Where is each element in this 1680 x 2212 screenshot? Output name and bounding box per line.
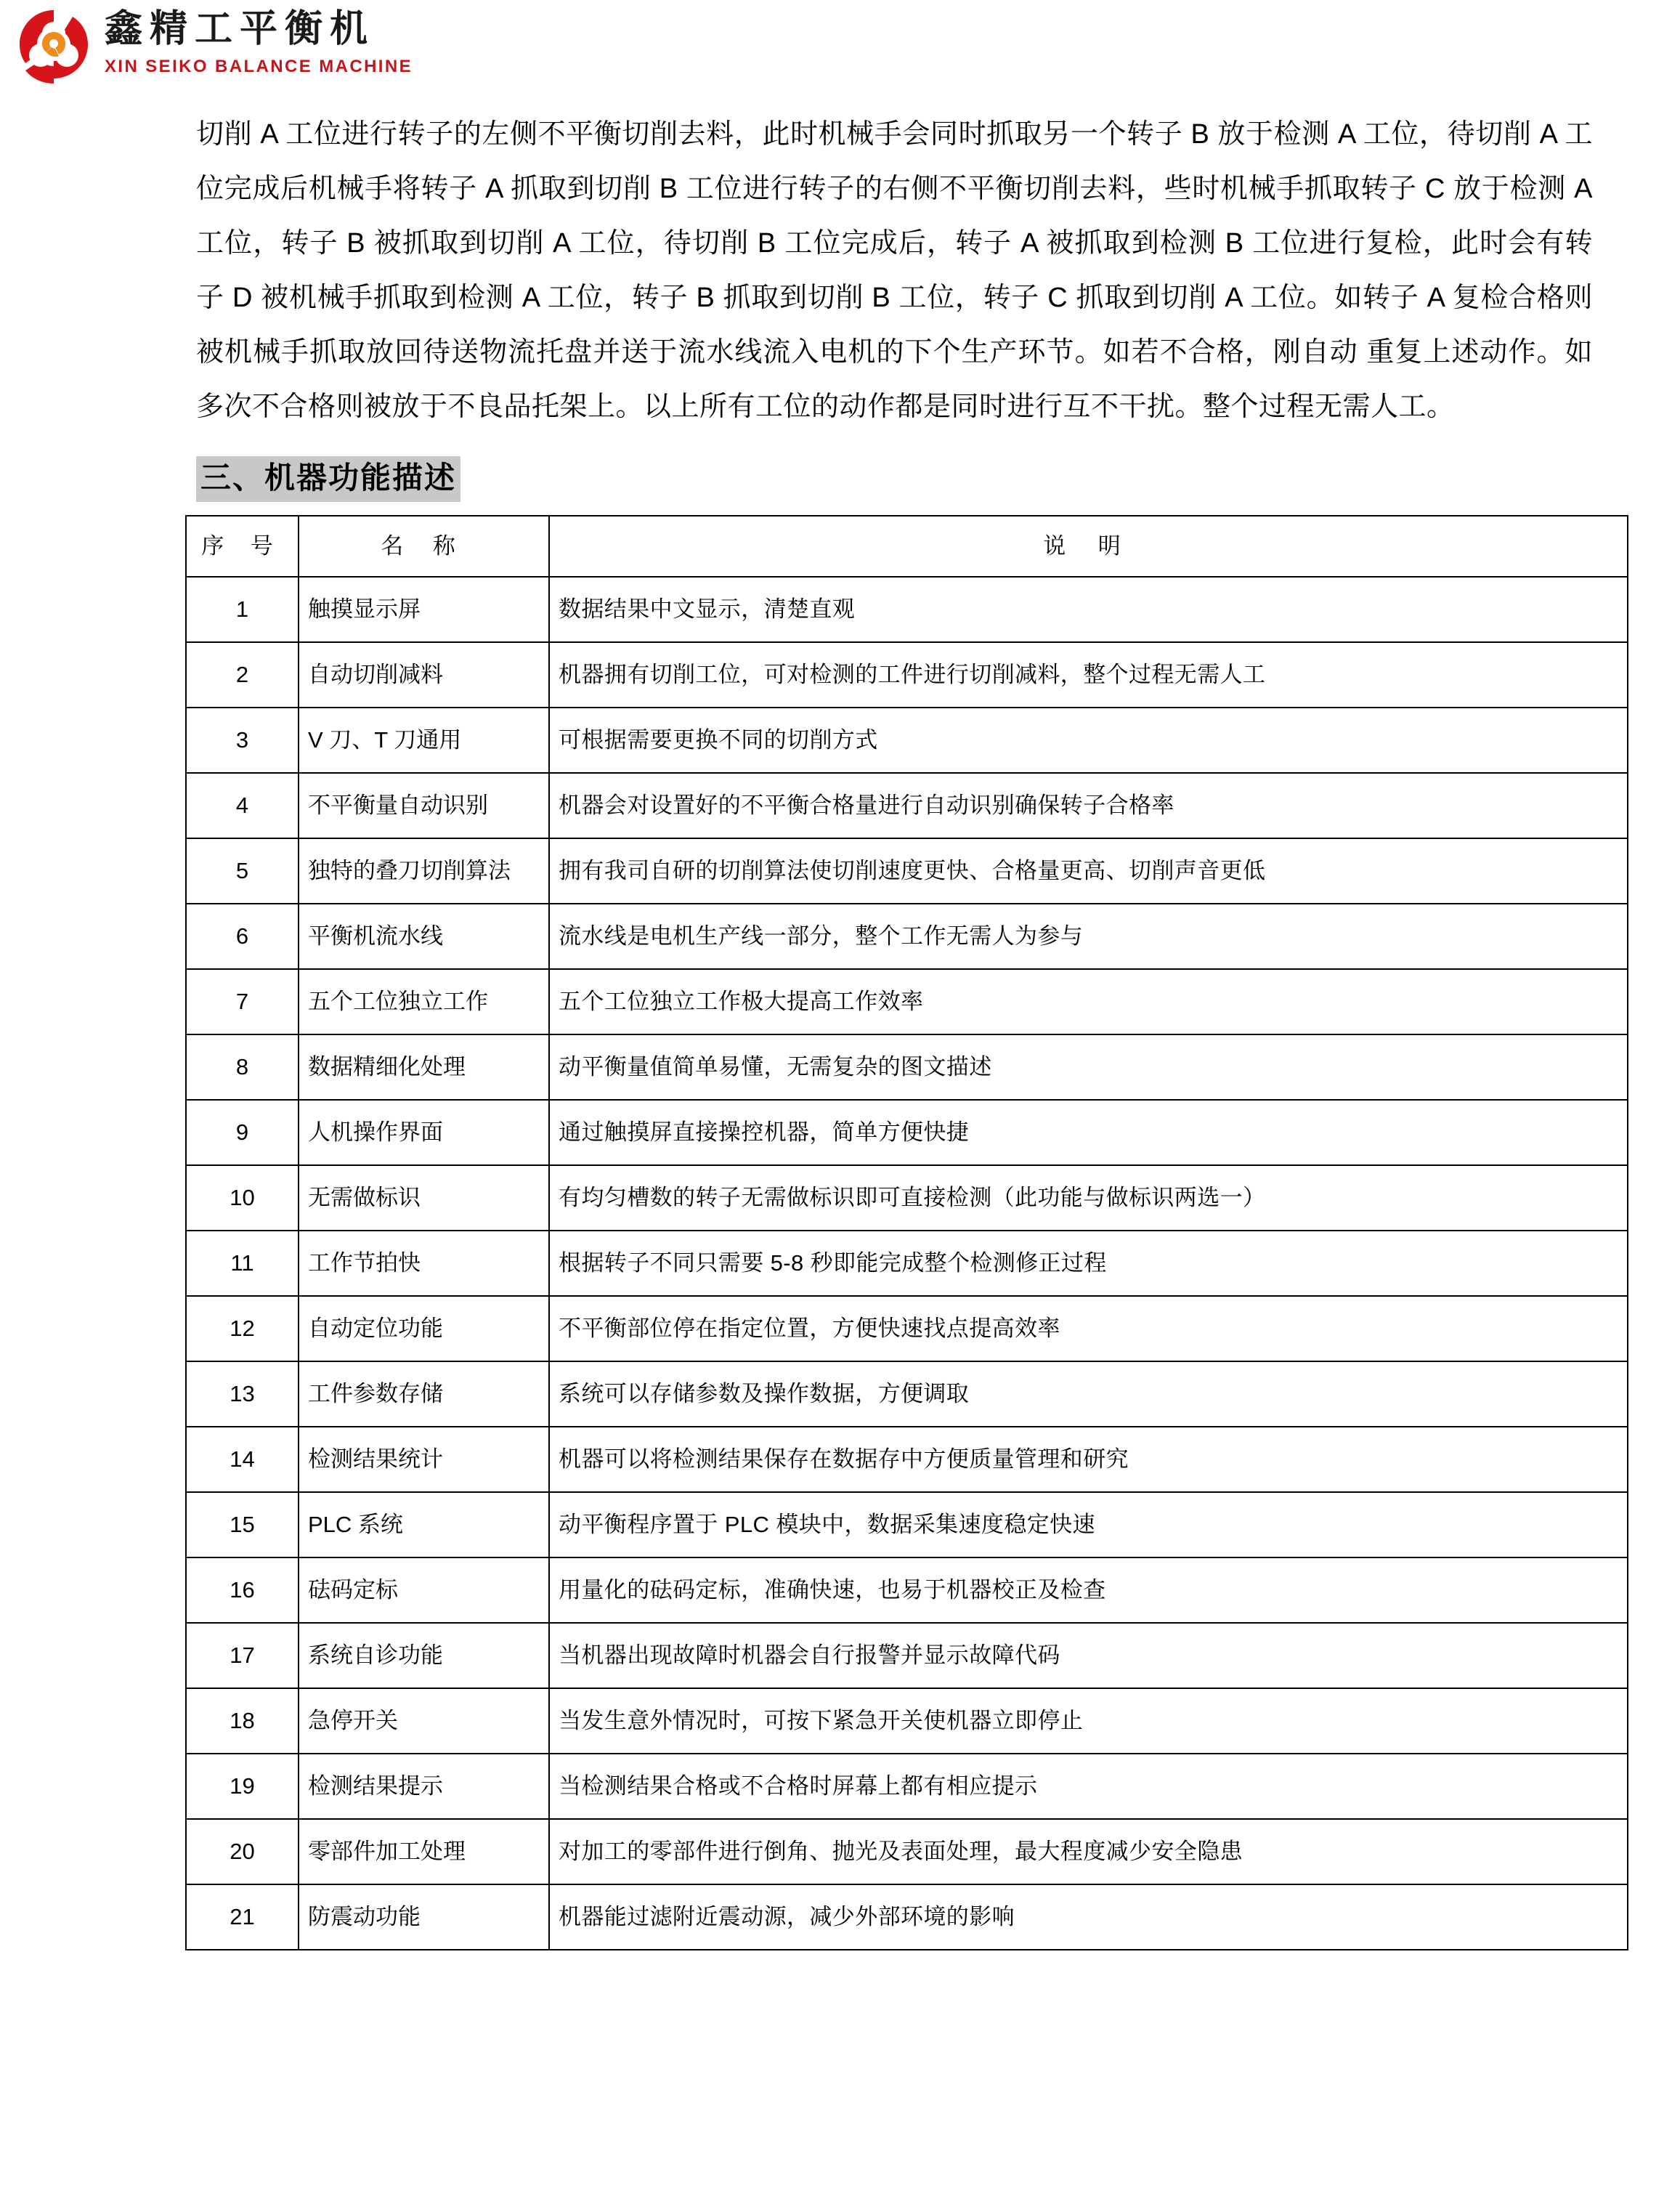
cell-description: 可根据需要更换不同的切削方式 <box>549 708 1628 773</box>
table-row <box>186 1492 1628 1557</box>
table-row <box>186 642 1628 708</box>
cell-description: 不平衡部位停在指定位置，方便快速找点提高效率 <box>549 1296 1628 1361</box>
cell-description: 通过触摸屏直接操控机器，简单方便快捷 <box>549 1100 1628 1165</box>
cell-name: PLC 系统 <box>299 1492 549 1557</box>
cell-description: 拥有我司自研的切削算法使切削速度更快、合格量更高、切削声音更低 <box>549 838 1628 904</box>
cell-name: 平衡机流水线 <box>299 904 549 969</box>
table-row <box>186 773 1628 838</box>
table-row <box>186 1231 1628 1296</box>
cell-name: 触摸显示屏 <box>299 577 549 642</box>
cell-name: 不平衡量自动识别 <box>299 773 549 838</box>
cell-name: 工件参数存储 <box>299 1361 549 1427</box>
table-row <box>186 1034 1628 1100</box>
cell-description: 数据结果中文显示，清楚直观 <box>549 577 1628 642</box>
cell-no: 14 <box>186 1427 299 1492</box>
process-description-paragraph: 切削 A 工位进行转子的左侧不平衡切削去料，此时机械手会同时抓取另一个转子 B 放于检测 A 工位，待切削 A 工位完成后机械手将转子 A 抓取到切削 B 工位进行转子的右侧不平衡切削去料，些时机械手抓取转子 C 放于检测 A 工位，转子 B 被抓取到切削 A 工位，待切削 B 工位完成后，转子 A 被抓取到检测 B 工位进行复检，此时会有转子 D 被机械手抓取到检测 A 工位，转子 B 抓取到切削 B 工位，转子 C 抓取到切削 A 工位。如转子 A 复检合格则被机械手抓取放回待送物流托盘并送于流水线流入电机的下个生产环节。如若不合格，刚自动 重复上述动作。如多次不合格则被放于不良品托架上。以上所有工位的动作都是同时进行互不干扰。整个过程无需人工。 <box>196 119 1593 422</box>
cell-no: 18 <box>186 1688 299 1754</box>
cell-description: 当检测结果合格或不合格时屏幕上都有相应提示 <box>549 1754 1628 1819</box>
cell-description: 机器可以将检测结果保存在数据存中方便质量管理和研究 <box>549 1427 1628 1492</box>
cell-name: 独特的叠刀切削算法 <box>299 838 549 904</box>
cell-no: 11 <box>186 1231 299 1296</box>
cell-no: 20 <box>186 1819 299 1884</box>
table-body <box>186 577 1628 1950</box>
cell-description: 机器拥有切削工位，可对检测的工件进行切削减料，整个过程无需人工 <box>549 642 1628 708</box>
table-row <box>186 904 1628 969</box>
tri-petal-flower-logo-icon <box>13 6 94 87</box>
cell-no: 13 <box>186 1361 299 1427</box>
cell-name: 检测结果统计 <box>299 1427 549 1492</box>
cell-no: 5 <box>186 838 299 904</box>
cell-no: 8 <box>186 1034 299 1100</box>
cell-no: 21 <box>186 1884 299 1950</box>
cell-name: 人机操作界面 <box>299 1100 549 1165</box>
table-row <box>186 1819 1628 1884</box>
letterhead <box>0 0 1680 108</box>
cell-name: 系统自诊功能 <box>299 1623 549 1688</box>
table-row <box>186 1361 1628 1427</box>
cell-name: 自动切削减料 <box>299 642 549 708</box>
table-row <box>186 838 1628 904</box>
machine-function-table-wrapper <box>0 515 1680 1950</box>
cell-name: V 刀、T 刀通用 <box>299 708 549 773</box>
table-header-row <box>186 516 1628 577</box>
table-row <box>186 708 1628 773</box>
table-row <box>186 1557 1628 1623</box>
cell-description: 当机器出现故障时机器会自行报警并显示故障代码 <box>549 1623 1628 1688</box>
cell-name: 五个工位独立工作 <box>299 969 549 1034</box>
table-row <box>186 1100 1628 1165</box>
cell-no: 15 <box>186 1492 299 1557</box>
cell-no: 7 <box>186 969 299 1034</box>
cell-no: 6 <box>186 904 299 969</box>
section-heading <box>0 456 1680 502</box>
company-name-cn: 鑫精工平衡机 <box>105 8 376 50</box>
cell-no: 9 <box>186 1100 299 1165</box>
table-row <box>186 577 1628 642</box>
brand-text-block <box>105 6 413 76</box>
cell-name: 工作节拍快 <box>299 1231 549 1296</box>
cell-no: 19 <box>186 1754 299 1819</box>
cell-description: 根据转子不同只需要 5-8 秒即能完成整个检测修正过程 <box>549 1231 1628 1296</box>
cell-no: 12 <box>186 1296 299 1361</box>
cell-no: 4 <box>186 773 299 838</box>
section-heading-text: 三、机器功能描述 <box>196 456 460 502</box>
machine-function-table <box>185 515 1628 1950</box>
cell-name: 防震动功能 <box>299 1884 549 1950</box>
cell-no: 10 <box>186 1165 299 1231</box>
cell-no: 3 <box>186 708 299 773</box>
cell-description: 当发生意外情况时，可按下紧急开关使机器立即停止 <box>549 1688 1628 1754</box>
table-row <box>186 1296 1628 1361</box>
cell-no: 2 <box>186 642 299 708</box>
table-row <box>186 1427 1628 1492</box>
cell-name: 自动定位功能 <box>299 1296 549 1361</box>
cell-no: 16 <box>186 1557 299 1623</box>
cell-no: 17 <box>186 1623 299 1688</box>
column-header-desc: 说 明 <box>549 516 1628 577</box>
cell-description: 机器会对设置好的不平衡合格量进行自动识别确保转子合格率 <box>549 773 1628 838</box>
table-row <box>186 1165 1628 1231</box>
cell-name: 零部件加工处理 <box>299 1819 549 1884</box>
body-content <box>0 108 1680 434</box>
cell-no: 1 <box>186 577 299 642</box>
cell-description: 机器能过滤附近震动源，减少外部环境的影响 <box>549 1884 1628 1950</box>
cell-description: 五个工位独立工作极大提高工作效率 <box>549 969 1628 1034</box>
cell-name: 检测结果提示 <box>299 1754 549 1819</box>
table-row <box>186 969 1628 1034</box>
cell-name: 急停开关 <box>299 1688 549 1754</box>
table-row <box>186 1688 1628 1754</box>
table-row <box>186 1884 1628 1950</box>
cell-description: 动平衡程序置于 PLC 模块中，数据采集速度稳定快速 <box>549 1492 1628 1557</box>
cell-description: 有均匀槽数的转子无需做标识即可直接检测（此功能与做标识两选一） <box>549 1165 1628 1231</box>
cell-description: 动平衡量值简单易懂，无需复杂的图文描述 <box>549 1034 1628 1100</box>
cell-description: 对加工的零部件进行倒角、抛光及表面处理，最大程度减少安全隐患 <box>549 1819 1628 1884</box>
table-row <box>186 1623 1628 1688</box>
table-row <box>186 1754 1628 1819</box>
cell-name: 砝码定标 <box>299 1557 549 1623</box>
cell-description: 流水线是电机生产线一部分，整个工作无需人为参与 <box>549 904 1628 969</box>
cell-description: 用量化的砝码定标，准确快速，也易于机器校正及检查 <box>549 1557 1628 1623</box>
column-header-no: 序 号 <box>186 516 299 577</box>
cell-name: 无需做标识 <box>299 1165 549 1231</box>
column-header-name: 名 称 <box>299 516 549 577</box>
cell-description: 系统可以存储参数及操作数据，方便调取 <box>549 1361 1628 1427</box>
cell-name: 数据精细化处理 <box>299 1034 549 1100</box>
company-name-en: XIN SEIKO BALANCE MACHINE <box>105 57 413 76</box>
